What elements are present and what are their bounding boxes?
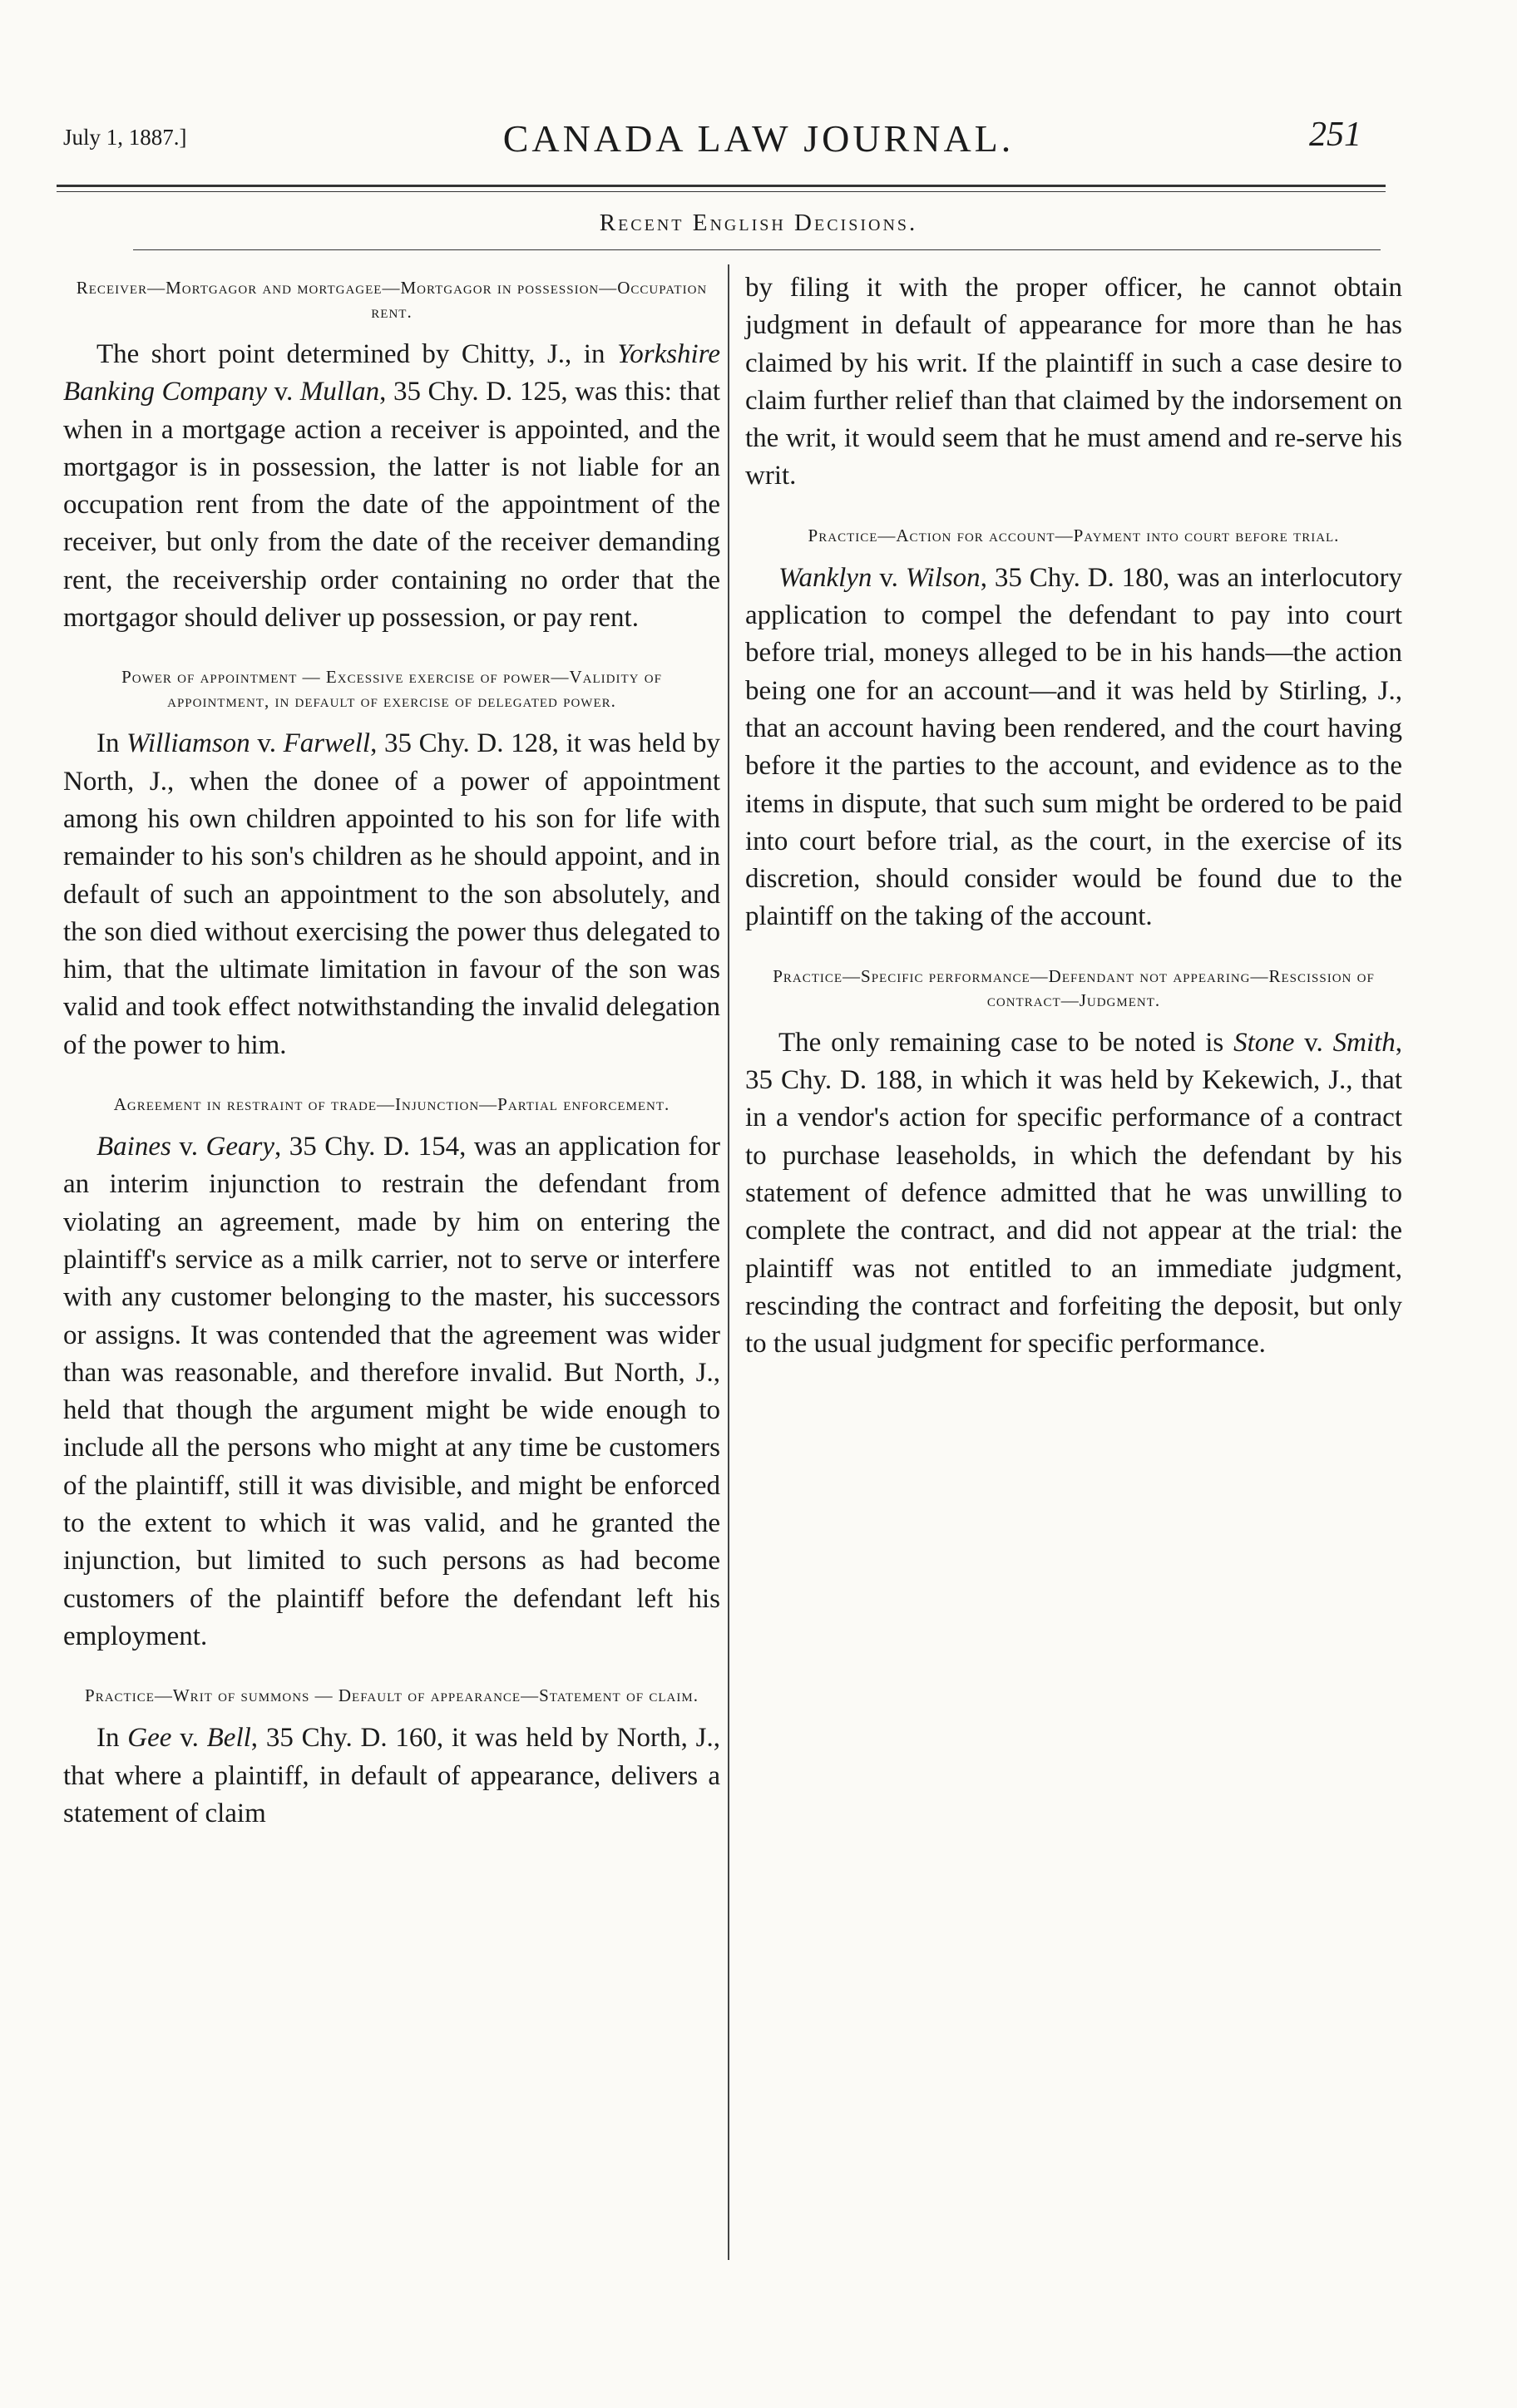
- text: v.: [267, 377, 300, 407]
- text: v.: [171, 1723, 207, 1754]
- case-party: Yorkshire Banking Company: [63, 339, 720, 407]
- page-number: 251: [1309, 116, 1361, 154]
- case-party: Baines: [96, 1132, 171, 1162]
- case-party: Wanklyn: [778, 562, 872, 593]
- case-party: Geary: [205, 1132, 274, 1162]
- column-divider: [728, 264, 729, 2260]
- text: The only remaining case to be noted is: [778, 1027, 1234, 1058]
- case-party: Williamson: [126, 728, 250, 759]
- heading-writ-of-summons: Practice—Writ of summons — Default of appearance—Statement of claim.: [85, 1685, 699, 1706]
- case-party: Gee: [127, 1723, 172, 1754]
- text: In: [96, 728, 127, 759]
- paragraph-williamson: [63, 725, 720, 1064]
- paragraph-gee: [63, 1720, 720, 1833]
- text: , 35 Chy. D. 154, was an application for an interim injunction to restrain the defendant from violating an agreement, made by him on entering the plaintiff's service as a milk carrier, not to serve or interfere with any customer belonging to the master, his successors or assigns. It was contended that the agreement was wider than was reasonable, and therefore invalid. But North, J., held that though the argument might be wide enough to include all the persons who might at any time be customers of the plaintiff, still it was divisible, and might be enforced to the extent to which it was valid, and he granted the injunction, but limited to such persons as had become customers of the plaintiff before the defendant left his employment.: [63, 1132, 721, 1651]
- heading-specific-performance: Practice—Specific performance—Defendant not appearing—Rescission of contract—Judgment.: [773, 965, 1375, 1010]
- text: , 35 Chy. D. 160, it was held by North, J., that where a plaintiff, in default of appearance, delivers a statement of claim: [63, 1723, 720, 1828]
- text: , 35 Chy. D. 188, in which it was held by Kekewich, J., that in a vendor's action for specific performance of a contract to purchase leaseholds, in which the defendant by his statement of defence admitted that he was unwilling to complete the contract, and did not appear at the trial: the plaintiff was not entitled to an immediate judgment, rescinding the contract and forfeiting the deposit, but only to the usual judgment for specific performance.: [745, 1027, 1403, 1359]
- text: , 35 Chy. D. 125, was this: that when in a mortgage action a receiver is appointed, and the mortgagor is in possession, the latter is not liable for an occupation rent from the date of the appointment of the receiver, but only from the date of the receiver demanding rent, the receivership order containing no order that the mortgagor should deliver up possession, or pay rent.: [63, 377, 721, 634]
- case-party: Farwell: [283, 728, 371, 759]
- text: v.: [170, 1132, 206, 1162]
- paragraph-baines: [63, 1128, 720, 1656]
- text: The short point determined by Chitty, J., in: [96, 339, 617, 369]
- paragraph-stone: [745, 1024, 1402, 1364]
- text: v.: [872, 562, 906, 593]
- paragraph-gee-continued: by filing it with the proper officer, he cannot obtain judgment in default of appearance for more than he has claimed by his writ. If the plaintiff in such a case desire to claim further relief than that claimed by the indorsement on the writ, it would seem that he must amend and re-serve his writ.: [745, 273, 1402, 491]
- journal-title: CANADA LAW JOURNAL.: [502, 117, 1015, 160]
- heading-action-for-account: Practice—Action for account—Payment into court before trial.: [808, 525, 1340, 545]
- heading-receiver: Receiver—Mortgagor and mortgagee—Mortgagor in possession—Occupation rent.: [76, 278, 708, 322]
- header-rule-thick: [57, 185, 1386, 187]
- text: v.: [250, 728, 284, 759]
- heading-restraint-of-trade: Agreement in restraint of trade—Injunction—Partial enforcement.: [113, 1094, 670, 1115]
- left-column: [63, 264, 720, 1833]
- text: In: [96, 1723, 128, 1754]
- section-rule: [133, 249, 1381, 250]
- header-rule-thin: [57, 191, 1386, 192]
- text: v.: [1294, 1027, 1333, 1058]
- text: , 35 Chy. D. 128, it was held by North, J., when the donee of a power of appointment among his own children appointed to his son for life with remainder to his son's children as he should appoint, and in default of such an appointment to the son absolutely, and the son died without exercising the power thus delegated to him, that the ultimate limitation in favour of the son was valid and took effect notwithstanding the invalid delegation of the power to him.: [63, 728, 720, 1060]
- case-party: Smith: [1332, 1027, 1396, 1058]
- text: , 35 Chy. D. 180, was an interlocutory application to compel the defendant to pay into court before trial, moneys alleged to be in his hands—the action being one for an account—and it was held by Stirling, J., that an account having been rendered, and the court having before it the parties to the account, and evidence as to the items in dispute, that such sum might be ordered to be paid into court before trial, as the court, in the exercise of its discretion, should consider would be found due to the plaintiff on the taking of the account.: [745, 562, 1402, 932]
- case-party: Mullan: [299, 377, 380, 407]
- heading-power-of-appointment: Power of appointment — Excessive exercise of power—Validity of appointment, in default of exercise of delegated power.: [121, 667, 662, 712]
- paragraph-yorkshire-banking: [63, 336, 720, 637]
- paragraph-wanklyn: [745, 560, 1402, 936]
- case-party: Bell: [206, 1723, 251, 1754]
- header-date: July 1, 1887.]: [63, 125, 187, 150]
- case-party: Stone: [1233, 1027, 1295, 1058]
- case-party: Wilson: [905, 562, 981, 593]
- right-column: [745, 264, 1402, 1363]
- section-title: Recent English Decisions.: [599, 210, 918, 236]
